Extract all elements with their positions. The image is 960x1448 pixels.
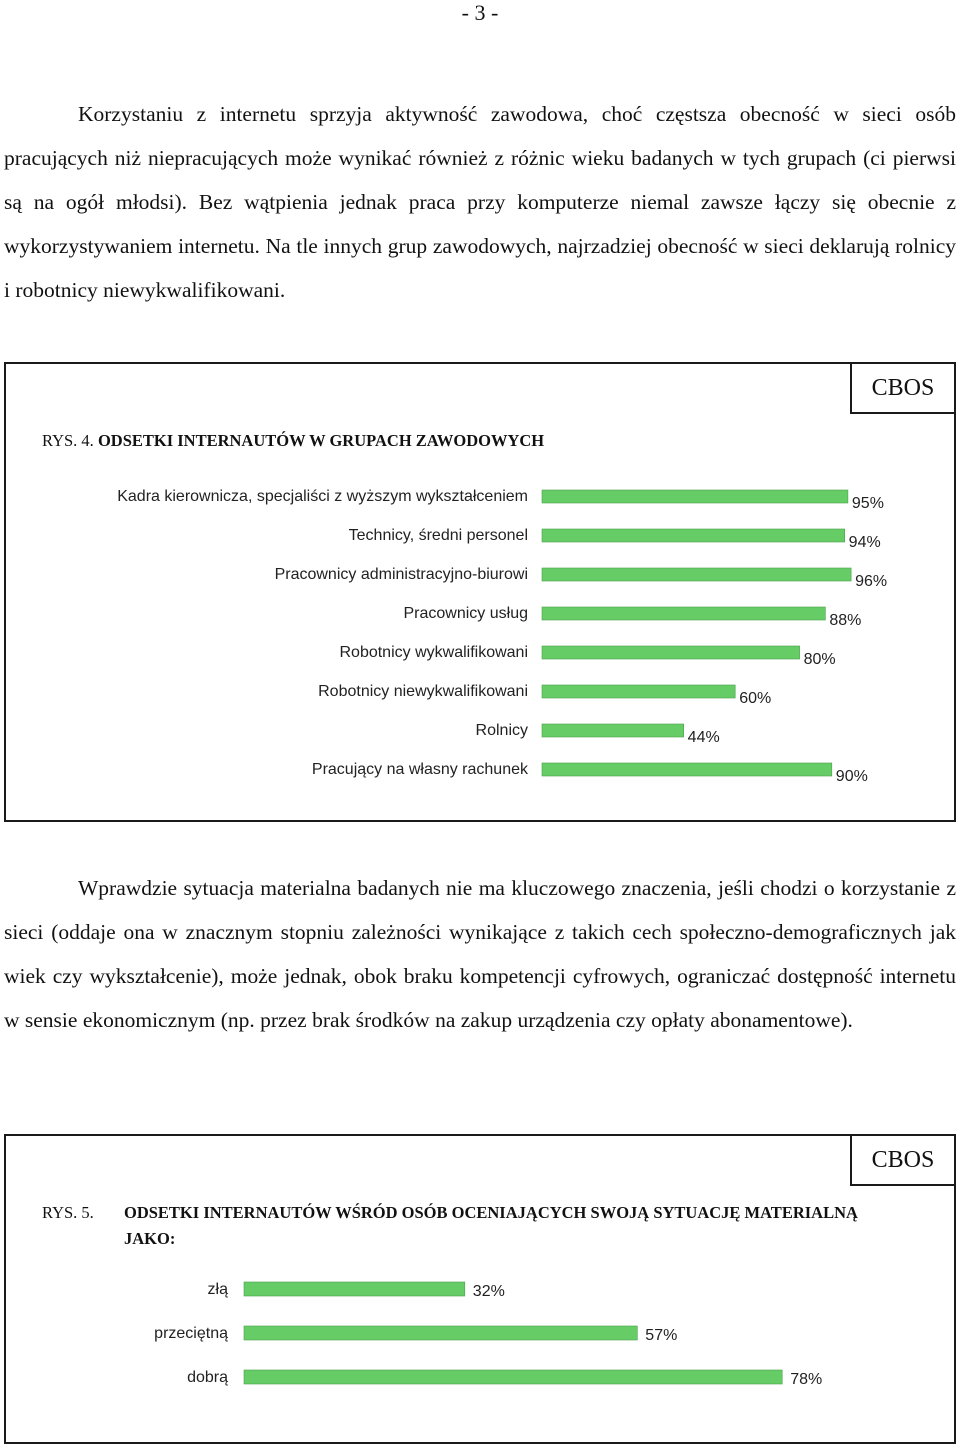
category-label: Pracownicy administracyjno-biurowi bbox=[274, 566, 528, 583]
source-tag: CBOS bbox=[850, 362, 956, 414]
paragraph-2: Wprawdzie sytuacja materialna badanych nie ma kluczowego znaczenia, jeśli chodzi o korzystanie z sieci (oddaje ona w znacznym stopniu zależności wynikające z takich cech społeczno-demograficznych jak wiek czy wykształcenie), może jednak, obok braku kompetencji cyfrowych, ograniczać dostępność internetu w sensie ekonomicznym (np. przez brak środków na zakup urządzenia czy opłaty abonamentowe). bbox=[4, 876, 956, 1032]
category-label: Technicy, średni personel bbox=[348, 527, 528, 544]
value-label: 95% bbox=[851, 495, 884, 512]
bar bbox=[542, 763, 832, 776]
category-label: Kadra kierownicza, specjaliści z wyższym wykształceniem bbox=[117, 488, 528, 505]
page-number: - 3 - bbox=[461, 0, 499, 25]
value-label: 90% bbox=[835, 768, 868, 785]
bar bbox=[542, 490, 848, 503]
category-label: Pracujący na własny rachunek bbox=[311, 761, 528, 778]
value-label: 60% bbox=[739, 690, 772, 707]
figure-5 bbox=[4, 1134, 956, 1444]
value-label: 96% bbox=[855, 573, 888, 590]
bar bbox=[244, 1326, 637, 1340]
occupation-chart bbox=[6, 364, 954, 820]
figure-number: RYS. 5. bbox=[42, 1203, 94, 1222]
figure-number: RYS. 4. bbox=[42, 431, 94, 450]
figure-caption: ODSETKI INTERNAUTÓW WŚRÓD OSÓB OCENIAJĄCYCH SWOJĄ SYTUACJĘ MATERIALNĄ JAKO: bbox=[124, 1203, 858, 1248]
bar bbox=[542, 568, 851, 581]
value-label: 94% bbox=[848, 534, 881, 551]
figure-4 bbox=[4, 362, 956, 822]
value-label: 80% bbox=[803, 651, 836, 668]
category-label: Robotnicy niewykwalifikowani bbox=[318, 683, 528, 700]
bar bbox=[542, 529, 845, 542]
source-tag: CBOS bbox=[850, 1134, 956, 1186]
value-label: 88% bbox=[829, 612, 862, 629]
category-label: złą bbox=[207, 1281, 228, 1298]
value-label: 32% bbox=[472, 1283, 505, 1300]
bar bbox=[542, 607, 825, 620]
material-situation-chart bbox=[6, 1136, 954, 1442]
category-label: Rolnicy bbox=[475, 722, 528, 739]
category-label: dobrą bbox=[187, 1369, 228, 1386]
bar bbox=[542, 724, 684, 737]
bar bbox=[542, 646, 800, 659]
bar bbox=[244, 1282, 465, 1296]
category-label: Robotnicy wykwalifikowani bbox=[339, 644, 528, 661]
category-label: Pracownicy usług bbox=[403, 605, 528, 622]
paragraph-1: Korzystaniu z internetu sprzyja aktywność zawodowa, choć częstsza obecność w sieci osób pracujących niż niepracujących może wynikać również z różnic wieku badanych w tych grupach (ci pierwsi są na ogół młodsi). Bez wątpienia jednak praca przy komputerze niemal zawsze łączy się obecnie z wykorzystywaniem internetu. Na tle innych grup zawodowych, najrzadziej obecność w sieci deklarują rolnicy i robotnicy niewykwalifikowani. bbox=[4, 102, 956, 302]
category-label: przeciętną bbox=[154, 1325, 228, 1342]
value-label: 57% bbox=[645, 1327, 678, 1344]
bar bbox=[542, 685, 735, 698]
bar bbox=[244, 1370, 782, 1384]
value-label: 44% bbox=[687, 729, 720, 746]
value-label: 78% bbox=[790, 1371, 823, 1388]
figure-caption: ODSETKI INTERNAUTÓW W GRUPACH ZAWODOWYCH bbox=[97, 431, 545, 450]
